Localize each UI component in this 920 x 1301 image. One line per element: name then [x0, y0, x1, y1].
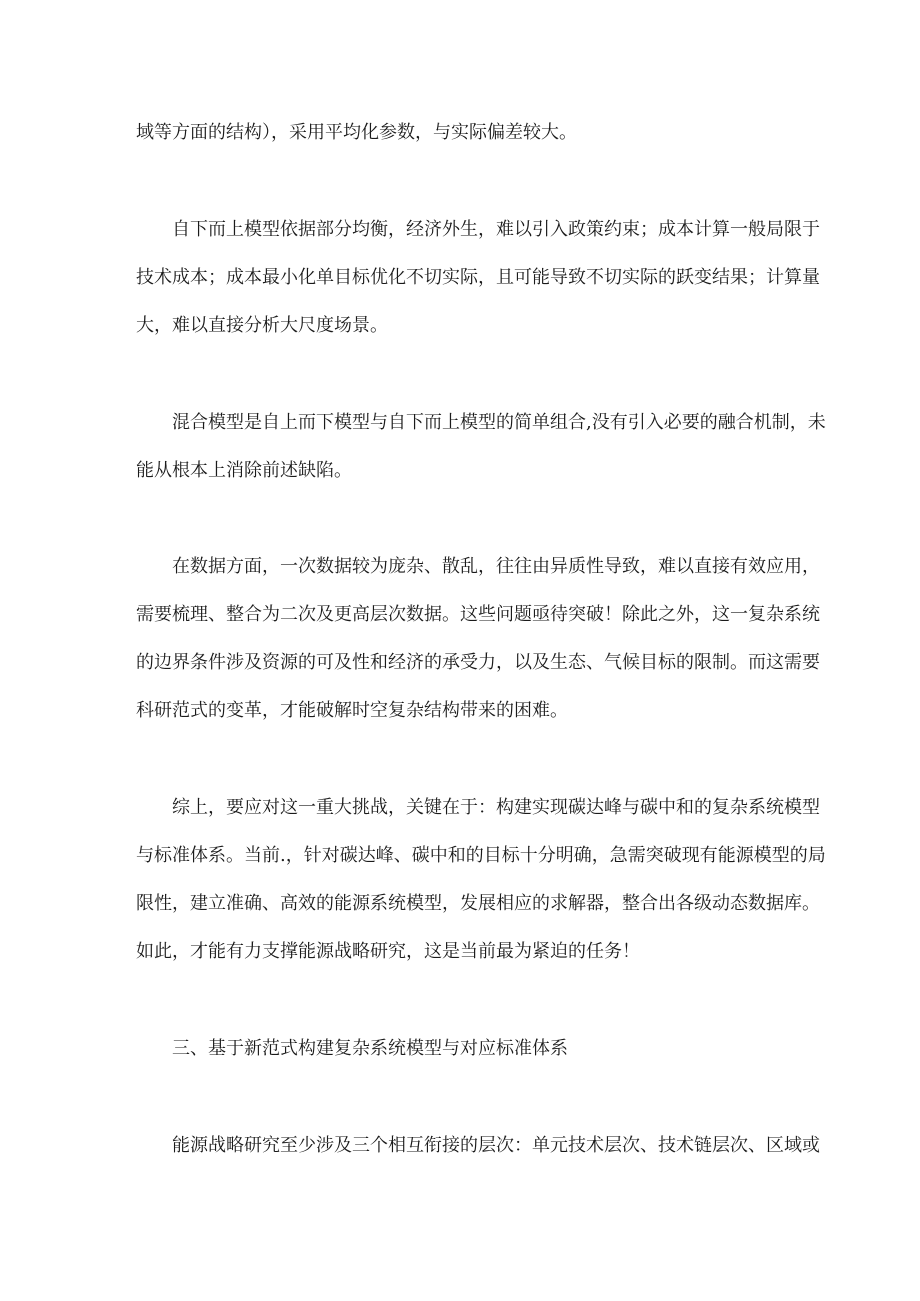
paragraph-bottom-up-line-2: 技术成本；成本最小化单目标优化不切实际，且可能导致不切实际的跃变结果；计算量 — [136, 267, 820, 288]
paragraph-bottom-up-line-3: 大，难以直接分析大尺度场景。 — [136, 315, 388, 336]
paragraph-summary-line-4: 如此，才能有力支撑能源战略研究，这是当前最为紧迫的任务！ — [136, 941, 640, 962]
paragraph-data-line-3: 的边界条件涉及资源的可及性和经济的承受力，以及生态、气候目标的限制。而这需要 — [136, 652, 820, 673]
paragraph-summary-line-1: 综上，要应对这一重大挑战，关键在于：构建实现碳达峰与碳中和的复杂系统模型 — [172, 797, 820, 818]
paragraph-summary-line-3: 限性，建立准确、高效的能源系统模型，发展相应的求解器，整合出各级动态数据库。 — [136, 893, 820, 914]
paragraph-levels-line-1: 能源战略研究至少涉及三个相互衔接的层次：单元技术层次、技术链层次、区域或 — [172, 1135, 820, 1156]
section-heading: 三、基于新范式构建复杂系统模型与对应标准体系 — [172, 1038, 568, 1059]
paragraph-continuation-line: 域等方面的结构），采用平均化参数，与实际偏差较大。 — [136, 122, 577, 143]
paragraph-data-line-2: 需要梳理、整合为二次及更高层次数据。这些问题亟待突破！除此之外，这一复杂系统 — [136, 604, 820, 625]
paragraph-summary-line-2: 与标准体系。当前.，针对碳达峰、碳中和的目标十分明确，急需突破现有能源模型的局 — [136, 845, 826, 866]
paragraph-hybrid-line-1: 混合模型是自上而下模型与自下而上模型的简单组合,没有引入必要的融合机制，未 — [172, 412, 826, 433]
paragraph-hybrid-line-2: 能从根本上消除前述缺陷。 — [136, 460, 352, 481]
paragraph-bottom-up-line-1: 自下而上模型依据部分均衡，经济外生，难以引入政策约束；成本计算一般局限于 — [172, 219, 820, 240]
paragraph-data-line-4: 科研范式的变革，才能破解时空复杂结构带来的困难。 — [136, 700, 568, 721]
paragraph-data-line-1: 在数据方面，一次数据较为庞杂、散乱，往往由异质性导致，难以直接有效应用， — [172, 556, 820, 577]
